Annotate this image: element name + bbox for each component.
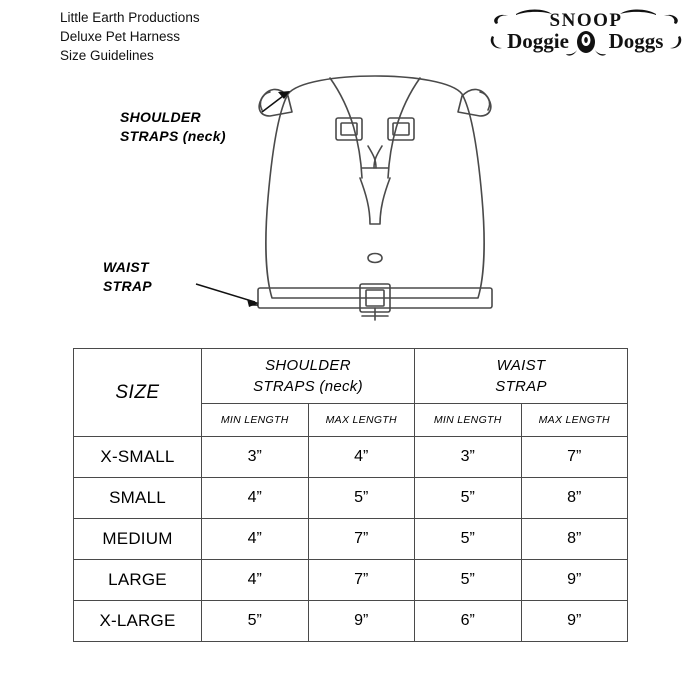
row-size-label: MEDIUM (74, 519, 202, 560)
harness-body (266, 76, 484, 298)
row-waist-min: 3” (415, 437, 522, 478)
row-shoulder-min: 5” (202, 601, 309, 642)
harness-right-buckle (388, 118, 414, 140)
table-row (74, 437, 628, 478)
header-shoulder-line-2: STRAPS (neck) (253, 378, 363, 395)
row-size-label: X-LARGE (74, 601, 202, 642)
title-line-3: Size Guidelines (60, 48, 154, 63)
harness-d-ring (368, 254, 382, 263)
callout-waist-line-2: STRAP (103, 278, 152, 294)
row-shoulder-max: 9” (308, 601, 415, 642)
row-shoulder-min: 4” (202, 478, 309, 519)
table-row (74, 560, 628, 601)
harness-left-wing-seam (260, 92, 270, 110)
header-shoulder-max: MAX LENGTH (308, 404, 415, 437)
row-shoulder-max: 7” (308, 519, 415, 560)
logo-bottom-right-text: Doggs (608, 29, 664, 53)
row-shoulder-max: 5” (308, 478, 415, 519)
callout-waist-strap (103, 258, 152, 296)
row-waist-max: 7” (521, 437, 628, 478)
row-size-label: LARGE (74, 560, 202, 601)
title-line-2: Deluxe Pet Harness (60, 29, 181, 44)
title-line-1: Little Earth Productions (60, 10, 200, 25)
row-shoulder-min: 3” (202, 437, 309, 478)
row-shoulder-min: 4” (202, 519, 309, 560)
row-waist-max: 8” (521, 519, 628, 560)
harness-left-buckle (336, 118, 362, 140)
header-waist-max: MAX LENGTH (521, 404, 628, 437)
callout-shoulder-straps (120, 108, 226, 146)
size-guide-table (73, 348, 628, 642)
harness-illustration (210, 48, 540, 338)
callout-shoulder-line-1: SHOULDER (120, 109, 201, 125)
harness-right-wing-seam (480, 92, 490, 110)
table-row (74, 519, 628, 560)
row-waist-max: 9” (521, 560, 628, 601)
header-size: SIZE (74, 349, 202, 437)
callout-waist-line-1: WAIST (103, 259, 149, 275)
header-waist-line-1: WAIST (496, 357, 546, 374)
harness-right-wing (458, 89, 491, 116)
harness-drawing (210, 48, 540, 338)
table-row (74, 478, 628, 519)
row-waist-max: 8” (521, 478, 628, 519)
row-size-label: X-SMALL (74, 437, 202, 478)
logo-bottom-left-text: Doggie (507, 29, 569, 53)
row-shoulder-max: 4” (308, 437, 415, 478)
row-waist-min: 5” (415, 478, 522, 519)
row-waist-min: 6” (415, 601, 522, 642)
harness-chest-strap (360, 178, 390, 224)
logo-emblem (566, 31, 606, 56)
header-waist-line-2: STRAP (495, 378, 547, 395)
header-shoulder-straps (202, 349, 415, 404)
row-waist-min: 5” (415, 560, 522, 601)
callout-shoulder-line-2: STRAPS (neck) (120, 128, 226, 144)
page-title (60, 8, 200, 65)
table-header-row-groups (74, 349, 628, 404)
header-shoulder-min: MIN LENGTH (202, 404, 309, 437)
table-row (74, 601, 628, 642)
row-shoulder-min: 4” (202, 560, 309, 601)
row-size-label: SMALL (74, 478, 202, 519)
harness-left-wing (259, 89, 292, 116)
header-shoulder-line-1: SHOULDER (265, 357, 351, 374)
header-waist-strap (415, 349, 628, 404)
row-shoulder-max: 7” (308, 560, 415, 601)
logo-top-text: SNOOP (549, 10, 623, 31)
header-waist-min: MIN LENGTH (415, 404, 522, 437)
row-waist-min: 5” (415, 519, 522, 560)
row-waist-max: 9” (521, 601, 628, 642)
